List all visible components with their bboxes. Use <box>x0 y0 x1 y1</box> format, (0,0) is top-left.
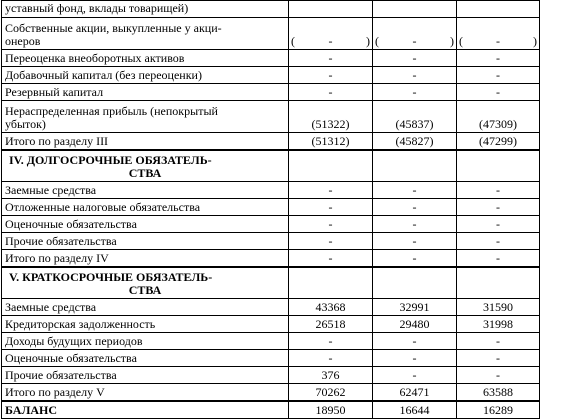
value-cell: 16289 <box>457 401 540 419</box>
row-label-line: убыток) <box>5 117 46 131</box>
value-cell: - <box>289 216 373 233</box>
table-row <box>2 333 540 350</box>
row-label: Переоценка внеоборотных активов <box>2 50 289 67</box>
row-label: Заемные средства <box>2 182 289 199</box>
value-cell: - <box>289 350 373 367</box>
value-cell: - <box>289 333 373 350</box>
value-cell: 376 <box>289 367 373 384</box>
value-cell <box>457 150 540 182</box>
value-cell: 43368 <box>289 299 373 316</box>
value-cell: - <box>457 199 540 216</box>
value-cell: - <box>457 350 540 367</box>
value-cell: - <box>457 50 540 67</box>
table-row <box>2 199 540 216</box>
table-row <box>2 250 540 267</box>
row-label: Оценочные обязательства <box>2 216 289 233</box>
value-text: - <box>412 34 417 48</box>
value-cell <box>373 1 457 18</box>
section-header-row <box>2 267 540 299</box>
value-cell: - <box>457 250 540 267</box>
section-header-row <box>2 150 540 182</box>
value-cell: - <box>373 216 457 233</box>
value-cell <box>289 1 373 18</box>
value-cell <box>373 18 457 50</box>
value-text: - <box>496 34 500 48</box>
value-cell: - <box>373 84 457 101</box>
section-title-line: СТВА <box>128 283 162 297</box>
value-cell: - <box>457 216 540 233</box>
value-cell: 70262 <box>289 384 373 401</box>
row-label-line: онеров <box>5 34 41 48</box>
value-cell: - <box>373 182 457 199</box>
value-cell: - <box>289 50 373 67</box>
row-label <box>2 101 289 133</box>
table-row <box>2 299 540 316</box>
section-title <box>2 150 289 182</box>
value-text: - <box>328 34 333 48</box>
table-row <box>2 216 540 233</box>
paren-open: ( <box>291 34 295 48</box>
row-label: Итого по разделу III <box>2 133 289 150</box>
row-label-line: Нераспределенная прибыль (непокрытый <box>5 104 218 118</box>
value-cell: 31998 <box>457 316 540 333</box>
value-cell <box>373 267 457 299</box>
row-label <box>2 18 289 50</box>
value-cell: 32991 <box>373 299 457 316</box>
table-row <box>2 182 540 199</box>
section-title <box>2 267 289 299</box>
table-row <box>2 350 540 367</box>
table-row <box>2 401 540 419</box>
paren-close: ) <box>450 34 454 48</box>
value-cell: - <box>289 67 373 84</box>
value-cell: - <box>373 250 457 267</box>
table-row <box>2 101 540 133</box>
value-cell: 26518 <box>289 316 373 333</box>
value-cell: (45827) <box>373 133 457 150</box>
row-label: Итого по разделу V <box>2 384 289 401</box>
value-cell: - <box>373 199 457 216</box>
row-label: уставный фонд, вклады товарищей) <box>2 1 289 18</box>
row-label: Итого по разделу IV <box>2 250 289 267</box>
value-cell: - <box>457 233 540 250</box>
table-row <box>2 50 540 67</box>
row-label: Резервный капитал <box>2 84 289 101</box>
value-cell <box>373 150 457 182</box>
row-label: Кредиторская задолженность <box>2 316 289 333</box>
row-label-line: Собственные акции, выкупленные у акци- <box>5 21 222 35</box>
value-cell: - <box>289 199 373 216</box>
value-cell <box>457 267 540 299</box>
value-cell: 16644 <box>373 401 457 419</box>
table-row <box>2 1 540 18</box>
table-row <box>2 384 540 401</box>
value-cell: - <box>373 233 457 250</box>
paren-open: ( <box>375 34 379 48</box>
value-cell: 18950 <box>289 401 373 419</box>
value-cell: - <box>457 67 540 84</box>
paren-close: ) <box>366 34 370 48</box>
value-cell: - <box>373 367 457 384</box>
value-cell: 63588 <box>457 384 540 401</box>
value-cell <box>457 18 540 50</box>
value-cell: - <box>289 84 373 101</box>
value-cell: - <box>373 67 457 84</box>
value-cell: (47309) <box>457 101 540 133</box>
table-row <box>2 67 540 84</box>
table-row <box>2 84 540 101</box>
value-cell <box>289 267 373 299</box>
row-label: Доходы будущих периодов <box>2 333 289 350</box>
value-cell: 62471 <box>373 384 457 401</box>
value-cell: (45837) <box>373 101 457 133</box>
row-label: Добавочный капитал (без переоценки) <box>2 67 289 84</box>
value-cell: (51312) <box>289 133 373 150</box>
row-label: Прочие обязательства <box>2 233 289 250</box>
paren-open: ( <box>459 34 463 48</box>
value-cell: - <box>373 333 457 350</box>
row-label: Отложенные налоговые обязательства <box>2 199 289 216</box>
value-cell <box>289 150 373 182</box>
table-row <box>2 316 540 333</box>
value-cell: - <box>373 50 457 67</box>
value-cell: - <box>457 367 540 384</box>
value-cell: - <box>457 182 540 199</box>
value-cell: - <box>457 333 540 350</box>
row-label: Прочие обязательства <box>2 367 289 384</box>
value-cell: 29480 <box>373 316 457 333</box>
value-cell: - <box>289 250 373 267</box>
row-label: Оценочные обязательства <box>2 350 289 367</box>
row-label: БАЛАНС <box>2 401 289 419</box>
value-cell: 31590 <box>457 299 540 316</box>
value-cell: - <box>457 84 540 101</box>
value-cell: - <box>373 350 457 367</box>
table-row <box>2 133 540 150</box>
value-cell: - <box>289 233 373 250</box>
table-row <box>2 18 540 50</box>
section-title-line: V. КРАТКОСРОЧНЫЕ ОБЯЗАТЕЛЬ- <box>9 270 213 284</box>
table-row <box>2 367 540 384</box>
row-label: Заемные средства <box>2 299 289 316</box>
value-cell <box>457 1 540 18</box>
value-cell: (51322) <box>289 101 373 133</box>
value-cell <box>289 18 373 50</box>
table-row <box>2 233 540 250</box>
paren-close: ) <box>533 34 537 48</box>
section-title-line: IV. ДОЛГОСРОЧНЫЕ ОБЯЗАТЕЛЬ- <box>9 153 212 167</box>
section-title-line: СТВА <box>128 166 162 180</box>
value-cell: (47299) <box>457 133 540 150</box>
balance-sheet-table <box>1 0 540 419</box>
value-cell: - <box>289 182 373 199</box>
